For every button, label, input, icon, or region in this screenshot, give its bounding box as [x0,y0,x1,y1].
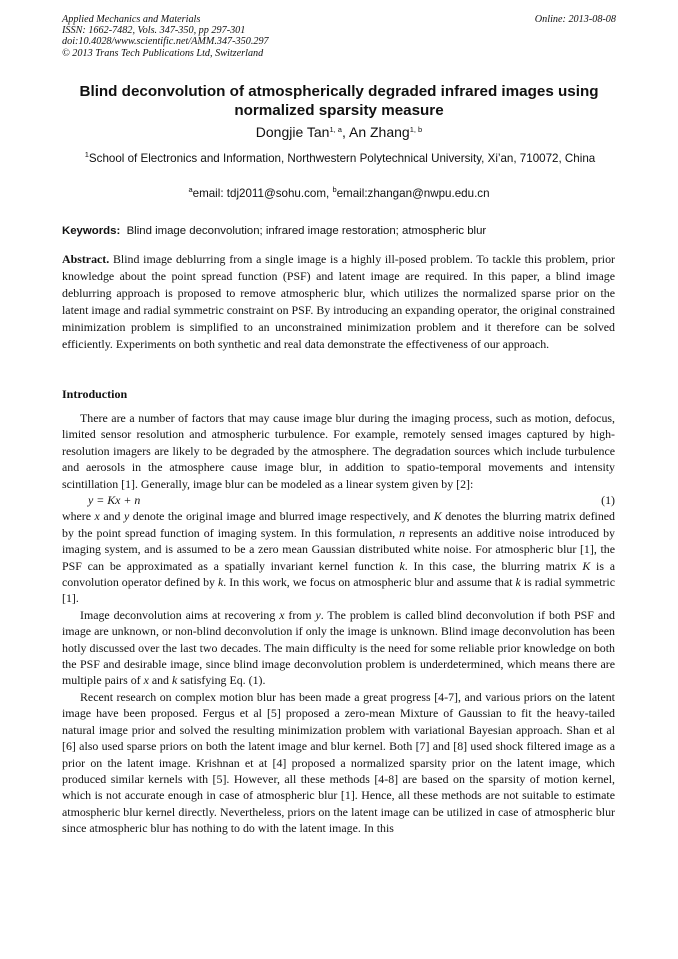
author-1-marker: 1, a [329,125,342,134]
text-span: and [148,673,172,688]
copyright-line: © 2013 Trans Tech Publications Ltd, Switzerland [62,47,264,59]
math-var: x [94,509,100,524]
journal-name: Applied Mechanics and Materials [62,14,201,25]
email-line [62,187,616,201]
journal-header [62,14,618,59]
math-var: x [279,607,285,622]
author-2: An Zhang [348,124,410,140]
text-span: . The problem is called blind deconvolution if both PSF and image are unknown, or non-blind deconvolution if only the image is unknown. Blind image deconvolution has been hotly discussed over the last two decades. The main difficulty is the need for some reliable prior knowledge on both the PSF and desirable image, since blind image deconvolution problem is underdetermined, which means there are multiple pairs of [62,607,615,688]
email-a-marker: a [188,185,193,194]
online-date: Online: 2013-08-08 [534,14,616,25]
text-span: . In this work, we focus on atmospheric blur and assume that [223,575,516,590]
keywords-text: Blind image deconvolution; infrared image restoration; atmospheric blur [126,225,487,237]
email-b: email:zhangan@nwpu.edu.cn [336,187,490,200]
math-var: k [217,575,224,590]
email-a: email: tdj2011@sohu.com, [192,187,333,200]
affiliation-marker: 1 [84,150,89,159]
text-span: represents an additive noise introduced by imaging system, and is assumed to be a zero mean Gaussian distributed white noise. For atmospheric blur [1], the PSF can be approximated as a spatially invariant kernel function [62,525,615,573]
affiliation-text: School of Electronics and Information, Northwestern Polytechnical University, Xi’an, 710072, China [88,152,596,165]
text-span: is radial symmetric [1]. [62,575,616,606]
keywords [62,224,618,238]
paper-title [62,82,616,120]
text-span: denote the original image and blurred image respectively, and [129,509,434,524]
section-heading: Introduction [62,387,128,401]
math-var: k [171,673,178,688]
paragraph-1: There are a number of factors that may cause image blur during the imaging process, such as motion, defocus, limited sensor resolution and atmospheric turbulence. For example, remotely sensed images captured by high-resolution imagers are likely to be degraded by the atmosphere. The degradation sources which include turbulence and aerosols in the atmosphere cause image blur, in addition to spatio-temporal movements and intensity scintillation [1]. Generally, image blur can be modeled as a linear system given by [2]: [62,411,615,491]
equation-expression: y = Kx + n [88,493,141,508]
equation-1 [62,492,615,508]
text-span: . In this case, the blurring matrix [404,558,583,573]
doi-line: doi:10.4028/www.scientific.net/AMM.347-350.297 [62,36,269,48]
issn-line: ISSN: 1662-7482, Vols. 347-350, pp 297-301 [62,25,246,37]
title-line-2: normalized sparsity measure [234,102,444,119]
equation-number: (1) [601,493,615,508]
math-var: k [515,575,521,590]
math-var: K [433,509,442,524]
paragraph-4: Recent research on complex motion blur has been made a great progress [4-7], and various priors on the latent image have been proposed. Fergus et al [5] proposed a zero-mean Mixture of Gaussian to fit the heavy-tailed natural image prior and solved the resulting minimization problem with variational Bayesian approach. Shan et al [6] also used sparse priors on both the latent image and blur kernel. Both [7] and [8] used shock filtered image as a prior on the latent image. Krishnan et at [4] proposed a normalized sparsity prior on the latent image, which produced similar kernels with [5]. However, all these methods [4-8] are based on the sparsity of motion kernel, which is not accurate enough in case of atmospheric blur [1]. Hence, all these methods are not suitable to estimate atmospheric blur kernel directly. Nevertheless, priors on the latent image can be utilized in case of atmospheric blur since atmospheric blur has nothing to do with the latent image. In this [62,689,615,836]
abstract-label: Abstract. [62,252,110,266]
text-span: satisfying Eq. (1). [177,673,266,688]
math-var: k [399,558,405,573]
paragraph-2 [62,508,615,606]
author-list [62,124,616,141]
keywords-label: Keywords: [62,225,121,237]
abstract-text: Blind image deblurring from a single image is a highly ill-posed problem. To tackle this problem, prior knowledge about the point spread function (PSF) and latent image are required. In this paper, a blind image deblurring approach is proposed to remove atmospheric blur, which utilizes the normalized sparse prior on the latent image and radial symmetric constraint on PSF. By introducing an expanding operator, the original constrained minimization problem is simplified to an unconstrained minimization problem and it therefore can be solved efficiently. Experiments on both synthetic and real data demonstrate the effectiveness of our approach. [62,252,616,351]
author-2-marker: 1, b [409,125,423,134]
text-span: from [284,607,316,622]
author-1: Dongjie Tan [255,124,330,140]
math-var: y [123,509,130,524]
math-var: n [399,525,406,540]
text-span: is a convolution operator defined by [62,558,615,590]
introduction-body [62,410,615,837]
author-separator: , [341,124,349,140]
title-line-1: Blind deconvolution of atmospherically degraded infrared images using [79,83,599,100]
email-b-marker: b [332,185,337,194]
affiliation [70,151,610,167]
math-var: x [143,673,149,688]
text-span: where [62,509,95,524]
text-span: denotes the blurring matrix defined by the point spread function of imaging system. In this formulation, [62,509,616,540]
math-var: y [315,607,321,622]
text-span: Image deconvolution aims at recovering [80,607,280,622]
math-var: K [582,558,591,573]
text-span: and [99,509,124,524]
paragraph-3 [62,607,615,689]
abstract [62,251,615,352]
